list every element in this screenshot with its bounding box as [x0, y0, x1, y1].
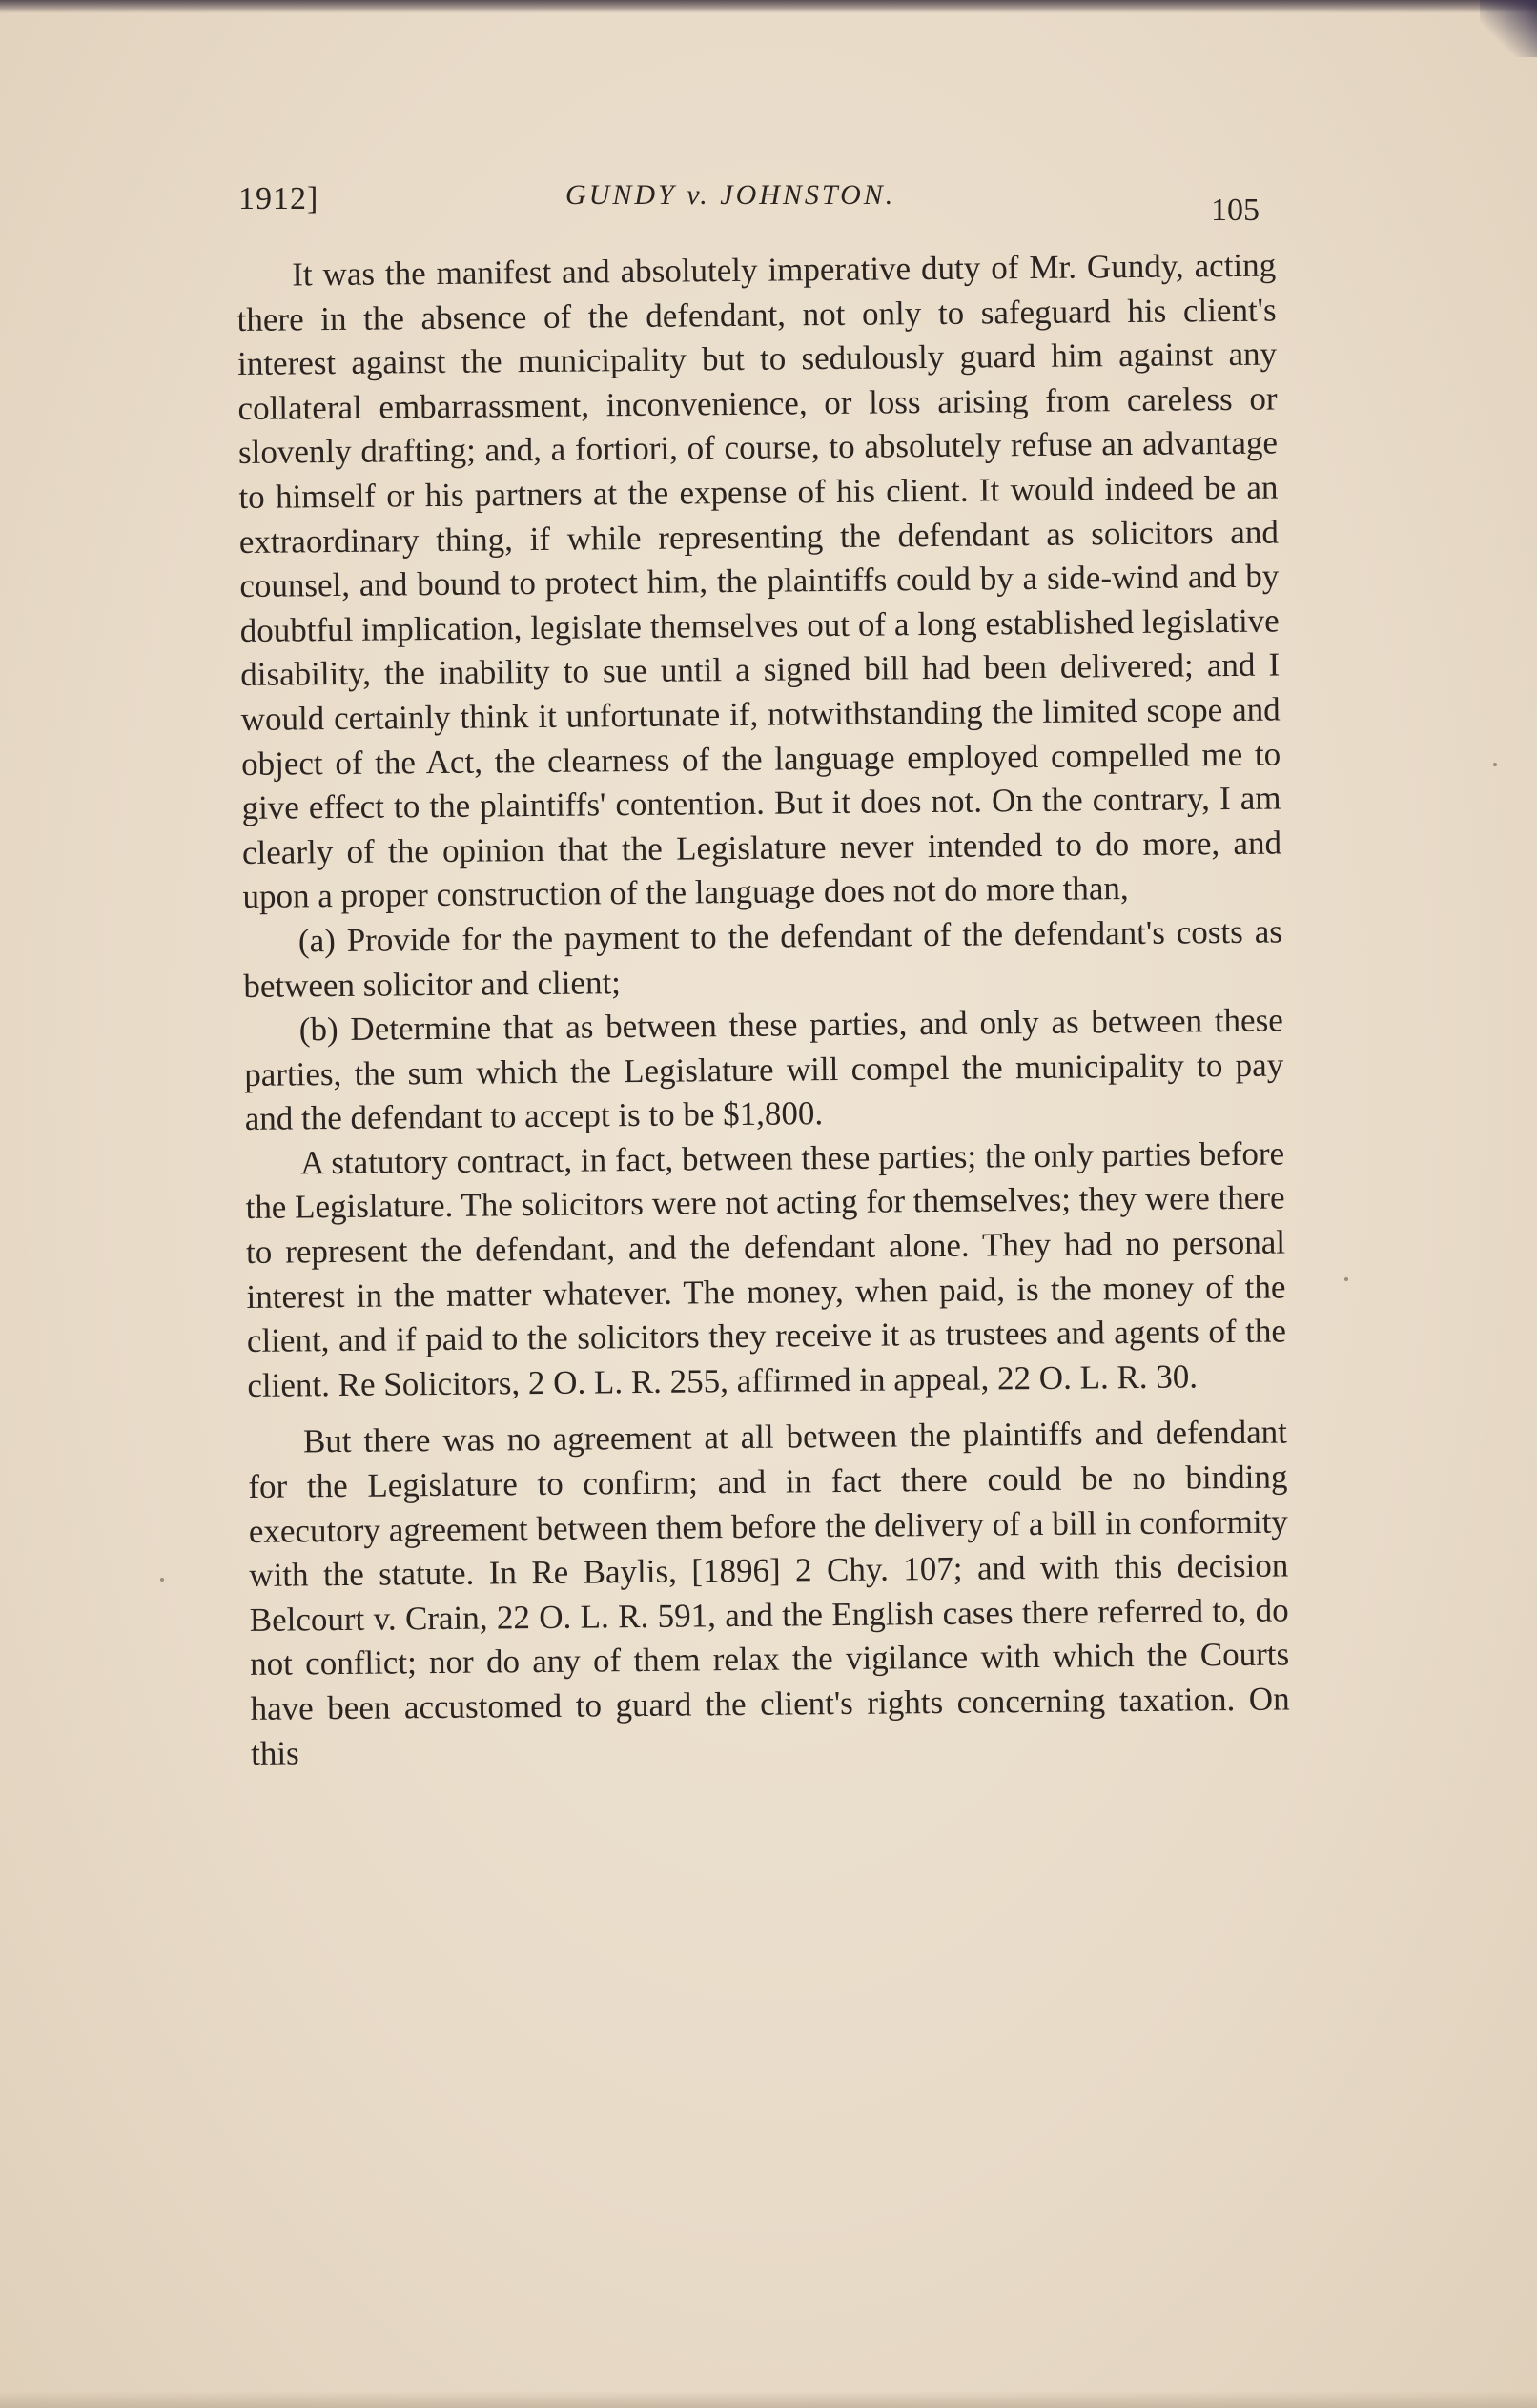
paragraph-1: It was the manifest and absolutely imperative duty of Mr. Gundy, acting there in the absence of the defendant, not only to safeguard his client's interest against the municipality but to sedulously guard him against any collateral embarrassment, inconvenience, or loss arising from careless or slovenly drafting; and, a fortiori, of course, to absolutely refuse an advantage to himself or his partners at the expense of his client. It would indeed be an extraordinary thing, if while representing the defendant as solicitors and counsel, and bound to protect him, the plaintiffs could by a side-wind and by doubtful implication, legislate themselves out of a long established legislative disability, the inability to sue until a signed bill had been delivered; and I would certainly think it unfortunate if, notwithstanding the limited scope and object of the Act, the clearness of the language employed compelled me to give effect to the plaintiffs' contention. But it does not. On the contrary, I am clearly of the opinion that the Legislature never intended to do more, and upon a proper construction of the language does not do more than, [236, 246, 1282, 916]
paper-speck [1344, 1277, 1348, 1281]
paragraph-no-agreement: But there was no agreement at all between the plaintiffs and defendant for the Legislature to confirm; and in fact there could be no binding executory agreement between them before the delivery of a bill in conformity with the statute. In Re Baylis, [1896] 2 Chy. 107; and with this decision Belcourt v. Crain, 22 O. L. R. 591, and the English cases there referred to, do not conflict; nor do any of them relax the vigilance with which the Courts have been accustomed to guard the client's rights concerning taxation. On this [248, 1413, 1290, 1772]
paper-speck [160, 1578, 164, 1582]
page-bottom-shadow [0, 2391, 1537, 2408]
running-header [238, 177, 1278, 235]
page-body [236, 244, 1290, 1777]
page-corner-shadow [1480, 0, 1537, 57]
paragraph-b: (b) Determine that as between these parties, and only as between these parties, the sum which the Legislature will compel the municipality to pay and the defendant to accept is to be $1,800. [244, 1001, 1284, 1138]
paragraph-statutory-contract: A statutory contract, in fact, between these parties; the only parties before the Legislature. The solicitors were not acting for themselves; they were there to represent the defendant, and the defendant alone. They had no personal interest in the matter whatever. The money, when paid, is the money of the client, and if paid to the solicitors they receive it as trustees and agents of the client. Re Solicitors, 2 O. L. R. 255, affirmed in appeal, 22 O. L. R. 30. [245, 1134, 1287, 1404]
paragraph-a: (a) Provide for the payment to the defendant of the defendant's costs as between solicitor and client; [243, 912, 1283, 1005]
paper-speck [1493, 763, 1497, 766]
header-case-title: GUNDY v. JOHNSTON. [565, 179, 896, 211]
header-year: 1912] [238, 181, 319, 216]
page-number: 105 [1211, 193, 1260, 228]
page-top-shadow [0, 0, 1537, 13]
